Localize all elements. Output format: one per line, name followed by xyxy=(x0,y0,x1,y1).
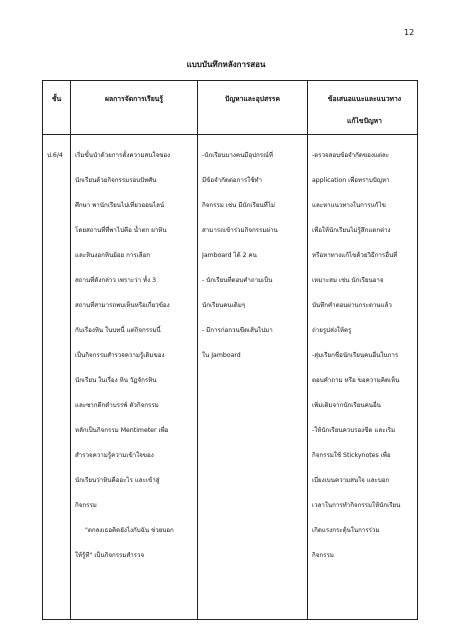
outcome-line: โดยสถานที่ที่พาไปคือ น้ำตก ผาหิน xyxy=(75,227,167,234)
document-title: แบบบันทึกหลังการสอน xyxy=(186,60,266,69)
teaching-record-table xyxy=(42,80,418,620)
header-suggestions xyxy=(308,81,418,135)
page-number: 12 xyxy=(404,28,415,37)
suggestion-line: -ให้นักเรียนควบรองขีด และเริ่ม xyxy=(312,427,396,434)
grade-value: ป.6/4 xyxy=(47,152,63,159)
outcome-line: "ตกลงเธอคิดยังไงกับฉัน ช่วยบอก xyxy=(85,527,174,534)
suggestion-line: เบี่ยงเบนความสนใจ และบอก xyxy=(312,477,390,484)
suggestions-cell xyxy=(308,135,418,620)
table-header-row xyxy=(43,81,418,135)
outcome-line: สถานที่สามารถพบเห็นหรือเกี่ยวข้อง xyxy=(75,302,170,309)
problem-line: สามารถเข้าร่วมกิจกรรมผ่าน xyxy=(202,227,278,234)
suggestion-line: เพื่อให้นักเรียนไม่รู้สึกแตกต่าง xyxy=(312,227,391,234)
outcome-line: เริ่มขั้นนำด้วยการตั้งความสนใจของ xyxy=(75,152,171,159)
suggestion-line: application เพื่อทราบปัญหา xyxy=(312,177,390,184)
problem-line: มีข้อจำกัดต่อการใช้ทำ xyxy=(202,177,262,184)
header-outcomes: ผลการจัดการเรียนรู้ xyxy=(71,81,198,135)
suggestion-line: เวลาในการทำกิจกรรมให้นักเรียน xyxy=(312,502,401,509)
outcomes-cell xyxy=(71,135,198,620)
problems-cell xyxy=(198,135,308,620)
outcome-line: นักเรียนด้วยกิจกรรมรอบปัทศัน xyxy=(75,177,157,184)
problem-line: กิจกรรม เช่น มีนักเรียนที่ไม่ xyxy=(202,202,275,209)
problem-line: - มีการก่อกวนขีดเส้นไปมา xyxy=(202,327,273,334)
suggestion-line: -ตรวจสอบข้อจำกัดของแต่ละ xyxy=(312,152,389,159)
grade-cell xyxy=(43,135,71,620)
suggestion-line: เหมาะสม เช่น นักเรียนอาจ xyxy=(312,277,384,284)
problem-line: - นักเรียนที่ตอบคำถามเป็น xyxy=(202,277,273,284)
outcome-line: กิจกรรม xyxy=(75,502,97,509)
problem-line: Jamboard ได้ 2 คน xyxy=(202,252,257,259)
outcome-line: ศึกษา พานักเรียนไปเที่ยวออนไลน์ xyxy=(75,202,165,209)
suggestion-line: กิจกรรม xyxy=(312,552,334,559)
header-problems: ปัญหาและอุปสรรค xyxy=(198,81,308,135)
suggestion-line: เกิดแรงกระตุ้นในการร่วม xyxy=(312,527,380,534)
header-grade: ชั้น xyxy=(43,81,71,135)
suggestion-line: ถ่ายรูปส่งให้ครู xyxy=(312,327,352,334)
outcome-line: ให้รู้ที" เป็นกิจกรรมสำรวจ xyxy=(75,552,145,559)
table-row xyxy=(43,135,418,620)
suggestion-line: กิจกรรมใช้ Stickynotes เพื่อ xyxy=(312,452,391,459)
outcome-line: เป็นกิจกรรมสำรวจความรู้เดิมของ xyxy=(75,352,165,359)
outcome-line: นักเรียนว่าหินคืออะไร และเข้าสู่ xyxy=(75,477,160,484)
outcome-line: และซากดึกดำบรรพ์ ตัวกิจกรรม xyxy=(75,402,159,409)
suggestion-line: ตอบคำถาม หรือ ขอความคิดเห็น xyxy=(312,377,400,384)
outcome-line: กับเรื่องหิน ในบทนี้ แต่กิจกรรมนี้ xyxy=(75,327,161,334)
problem-line: -นักเรียนบางคนมีอุปกรณ์ที่ xyxy=(202,152,273,159)
header-suggestions-label: ข้อเสนอแนะและแนวทางแก้ไขปัญหา xyxy=(327,95,402,125)
problem-line: ใน Jamboard xyxy=(202,352,241,359)
suggestion-line: เพิ่มเติมจากนักเรียนคนอื่น xyxy=(312,402,381,409)
outcome-line: และหินงอกหินย้อย การเลือก xyxy=(75,252,151,259)
outcome-line: สถานที่ดังกล่าว เพราะว่า ทั้ง 3 xyxy=(75,277,157,284)
problem-line: นักเรียนคนเดิมๆ xyxy=(202,302,246,309)
suggestion-line: และหาแนวทางในการแก้ไข xyxy=(312,202,386,209)
outcome-line: นักเรียน ในเรื่อง หิน วัฏจักรหิน xyxy=(75,377,157,384)
outcome-line: หลักเป็นกิจกรรม Mentimeter เพื่อ xyxy=(75,427,169,434)
suggestion-line: หรือหาทางแก้ไขด้วยวิธีการอื่นที่ xyxy=(312,252,398,259)
suggestion-line: บันทึกคำตอบผ่านกระดาษแล้ว xyxy=(312,302,392,309)
outcome-line: สำรวจความรู้ความเข้าใจของ xyxy=(75,452,154,459)
suggestion-line: -สุ่มเรียกชื่อนักเรียนคนอื่นในการ xyxy=(312,352,399,359)
